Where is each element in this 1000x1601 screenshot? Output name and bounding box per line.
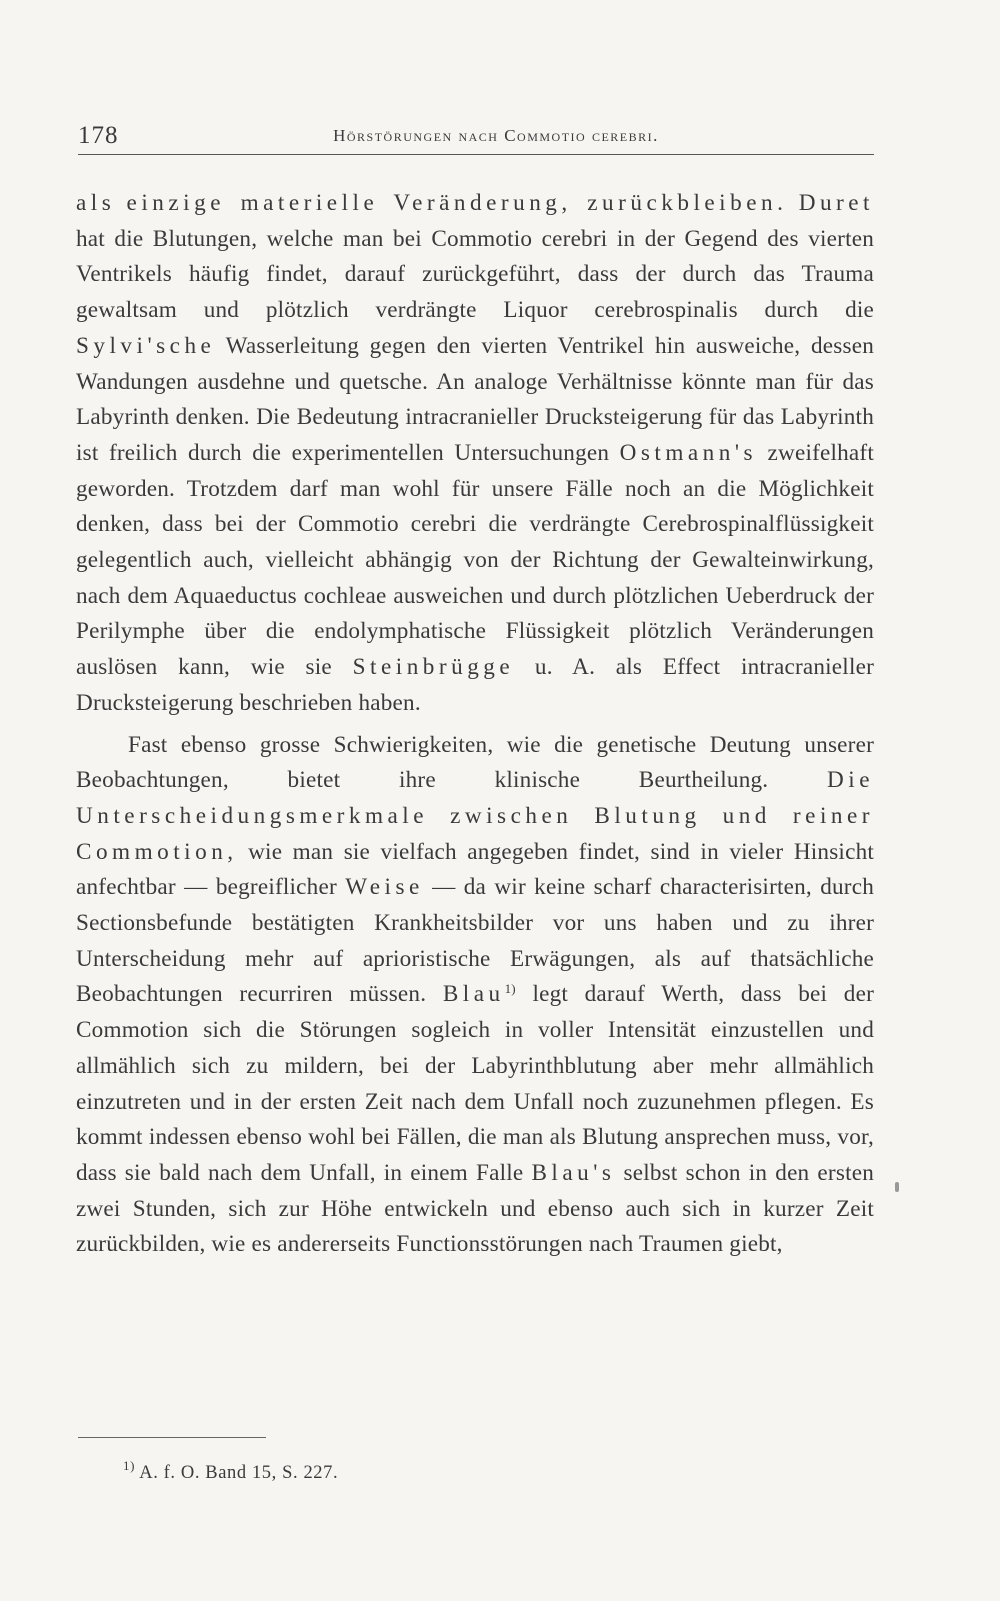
author-name-blau: Blau's: [531, 1159, 616, 1186]
footnote-mark: 1): [123, 1458, 136, 1473]
author-name-duret: Duret: [798, 190, 874, 216]
running-title: Hörstörungen nach Commotio cerebri.: [333, 126, 659, 145]
text-run: Wasserleitung gegen den vierten Ventrikel hin ausweiche, dessen Wandungen ausdehne und quetsche. An analoge Verhältnisse könnte man für das Labyrinth denken. Die Bedeutung intracranieller Drucksteigerung für das Labyrinth ist freilich durch die experimentellen Untersuchungen: [76, 332, 874, 466]
text-run: u. A. als Effect intracranieller Drucksteigerung beschrieben haben.: [76, 654, 875, 716]
spaced-text: einzige materielle Veränderung, zurückbleiben.: [126, 190, 788, 216]
footnote-text: A. f. O. Band 15, S. 227.: [139, 1463, 339, 1483]
footnote: [123, 1458, 339, 1484]
author-name-sylvius: Sylvi'sche: [76, 332, 216, 359]
footnote-reference: 1): [504, 981, 516, 997]
text-run: — da wir keine scharf characterisirten, durch Sectionsbefunde bestätigten Krankheitsbilder vor uns haben und zu ihrer Unterscheidung mehr auf aprioristische Erwägungen, als auf thatsächliche Beobachtungen recurriren müssen.: [76, 874, 875, 1008]
author-name-ostmann: Ostmann's: [619, 439, 758, 466]
paragraph-2: [76, 728, 874, 1264]
text-run: hat die Blutungen, welche man bei Commotio cerebri in der Gegend des vierten Ventrikels häufig findet, darauf zurückgeführt, dass der durch das Trauma gewaltsam und plötzlich verdrängte Liquor cerebrospinalis durch die: [76, 225, 874, 324]
author-name-blau: Blau: [442, 981, 505, 1008]
margin-mark: [895, 1182, 899, 1192]
paragraph-1: [76, 186, 874, 722]
spaced-text: Die Unterscheidungsmerkmale zwischen Blutung und reiner Commotion,: [76, 767, 874, 865]
page-header: [78, 118, 874, 155]
body-text: [76, 186, 874, 1263]
text-run: zweifelhaft geworden. Trotzdem darf man wohl für unsere Fälle noch an die Möglichkeit denken, dass bei der Commotio cerebri die verdrängte Cerebrospinalflüssigkeit gelegentlich auch, vielleicht abhängig von der Richtung der Gewalteinwirkung, nach dem Aquaeductus cochleae ausweichen und durch plötzlichen Ueberdruck der Perilymphe über die endolymphatische Flüssigkeit plötzlich Veränderungen auslösen kann, wie sie: [76, 439, 874, 681]
text-run: selbst schon in den ersten zwei Stunden, sich zur Höhe entwickeln und ebenso auch sich in kurzer Zeit zurückbilden, wie es andererseits Functionsstörungen nach Traumen giebt,: [76, 1159, 874, 1258]
text-run: wie man sie vielfach angegeben findet, sind in vieler Hinsicht anfechtbar — begreiflicher: [76, 838, 875, 901]
text-run: Fast ebenso grosse Schwierigkeiten, wie die genetische Deutung unserer Beobachtungen, bietet ihre klinische Beurtheilung.: [76, 731, 874, 794]
author-name-steinbruegge: Steinbrügge: [352, 654, 515, 681]
page-number: 178: [78, 122, 119, 149]
text-run: legt darauf Werth, dass bei der Commotion sich die Störungen sogleich in voller Intensität einzustellen und allmählich sich zu mildern, bei der Labyrinthblutung aber mehr allmählich einzutreten und in der ersten Zeit nach dem Unfall noch zuzunehmen pflegen. Es kommt indessen ebenso wohl bei Fällen, die man als Blutung ansprechen muss, vor, dass sie bald nach dem Unfall, in einem Falle: [76, 981, 874, 1186]
spaced-text: Weise: [345, 874, 424, 901]
spaced-text: als: [76, 190, 116, 216]
footnote-rule: [78, 1437, 266, 1438]
